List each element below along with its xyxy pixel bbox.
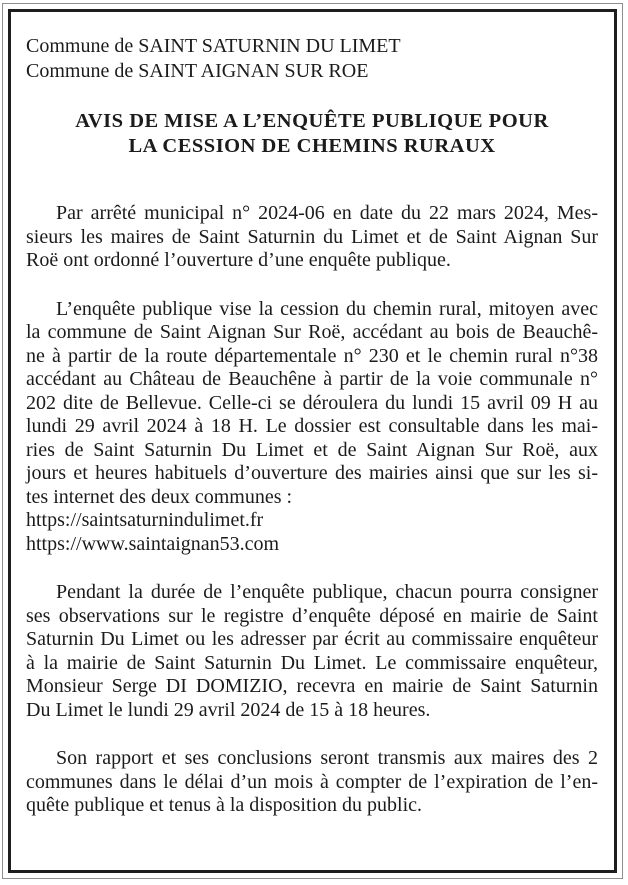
text-line: Pendant la durée de l’enquête publique, chacun pourra consigner bbox=[56, 581, 598, 603]
text-line: lundi 29 avril 2024 à 18 H. Le dossier est consultable dans les mai- bbox=[26, 415, 598, 437]
notice-title-line-1: AVIS DE MISE A L’ENQUÊTE PUBLIQUE POUR bbox=[75, 110, 549, 132]
text-line: Son rapport et ses conclusions seront transmis aux maires des 2 bbox=[56, 747, 598, 769]
commune-header bbox=[26, 34, 598, 84]
paragraph-rapport bbox=[26, 747, 598, 818]
commune-line-1: Commune de SAINT SATURNIN DU LIMET bbox=[26, 35, 401, 57]
paragraph-objet-enquete bbox=[26, 298, 598, 557]
text-line: Monsieur Serge DI DOMIZIO, recevra en mairie de Saint Saturnin bbox=[26, 675, 598, 697]
notice-title-line-2: LA CESSION DE CHEMINS RURAUX bbox=[128, 135, 496, 157]
paragraph-arrete-municipal bbox=[26, 202, 598, 273]
paragraph-observations bbox=[26, 581, 598, 722]
outer-border-frame bbox=[2, 3, 623, 879]
text-line: quête publique et tenus à la disposition du public. bbox=[26, 794, 423, 816]
text-line: Par arrêté municipal n° 2024-06 en date du 22 mars 2024, Mes- bbox=[56, 202, 598, 224]
text-line: ries de Saint Saturnin Du Limet et de Saint Aignan Sur Roë, aux bbox=[26, 438, 598, 461]
text-line: Du Limet le lundi 29 avril 2024 de 15 à 18 heures. bbox=[26, 698, 431, 721]
text-line: 202 dite de Bellevue. Celle-ci se déroulera du lundi 15 avril 09 H au bbox=[26, 391, 598, 414]
notice-body bbox=[26, 202, 598, 818]
text-line: Roë ont ordonné l’ouverture d’une enquête publique. bbox=[26, 249, 451, 271]
commune-line-2: Commune de SAINT AIGNAN SUR ROE bbox=[26, 60, 369, 82]
text-line: ses observations sur le registre d’enquête déposé en mairie de Saint bbox=[26, 604, 598, 627]
text-line: sieurs les maires de Saint Saturnin du Limet et de Saint Aignan Sur bbox=[26, 225, 598, 248]
text-line: L’enquête publique vise la cession du chemin rural, mitoyen avec bbox=[56, 297, 598, 320]
text-line: la commune de Saint Aignan Sur Roë, accédant au bois de Beauchê- bbox=[26, 321, 598, 343]
text-line: Saturnin Du Limet ou les adresser par écrit au commissaire enquêteur bbox=[26, 628, 598, 650]
inner-border-frame bbox=[8, 9, 617, 873]
text-line: ne à partir de la route départementale n° 230 et le chemin rural n°38 bbox=[26, 344, 598, 367]
notice-title bbox=[26, 109, 598, 159]
text-line: tes internet des deux communes : bbox=[26, 485, 293, 508]
url-saintsaturnindulimet: https://saintsaturnindulimet.fr bbox=[26, 509, 264, 531]
text-line: accédant au Château de Beauchêne à partir de la voie communale n° bbox=[26, 368, 598, 390]
url-saintaignan53: https://www.saintaignan53.com bbox=[26, 532, 280, 555]
text-line: communes dans le délai d’un mois à compter de l’expiration de l’en- bbox=[26, 770, 598, 793]
text-line: à la mairie de Saint Saturnin Du Limet. Le commissaire enquêteur, bbox=[26, 651, 598, 674]
text-line: jours et heures habituels d’ouverture des mairies ainsi que sur les si- bbox=[26, 462, 598, 484]
